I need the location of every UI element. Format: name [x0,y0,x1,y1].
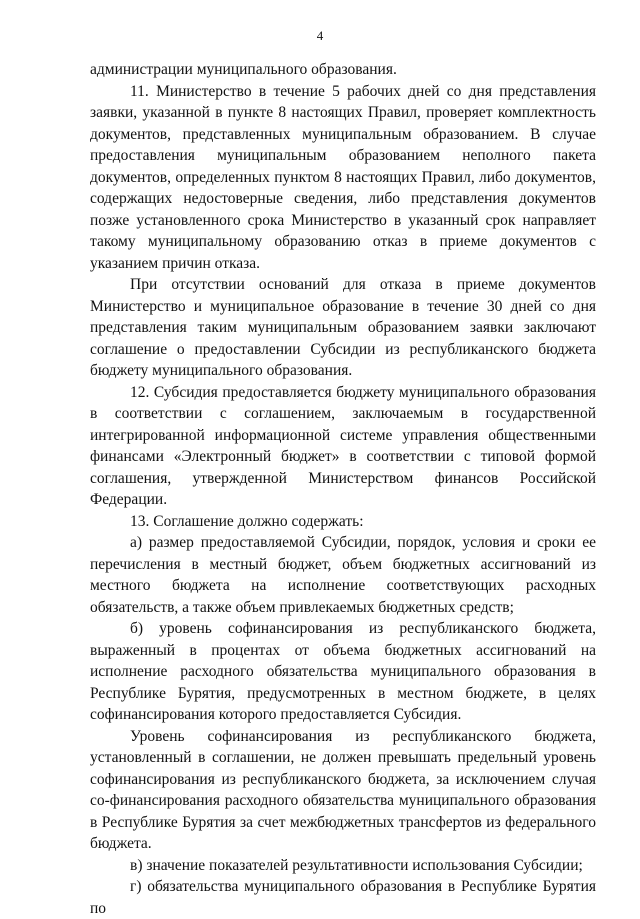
page-number: 4 [316,28,324,43]
paragraph: а) размер предоставляемой Субсидии, порядок, условия и сроки ее перечисления в местный бюджет, объем бюджетных ассигнований из местного бюджета на исполнение соответствующих расходных обязательств, а также объем привлекаемых бюджетных средств; [90,534,596,616]
paragraph: администрации муниципального образования. [90,61,397,78]
paragraph: Уровень софинансирования из республиканского бюджета, установленный в соглашении, не должен превышать предельный уровень софинансирования из республиканского бюджета, за исключением случая со-финансирования расходного обязательства муниципального образования в Республике Бурятия за счет межбюджетных трансфертов из федерального бюджета. [90,727,596,852]
paragraph: г) обязательства муниципального образования в Республике Бурятия по [90,878,596,917]
paragraph: 11. Министерство в течение 5 рабочих дней со дня представления заявки, указанной в пункте 8 настоящих Правил, проверяет комплектность документов, представленных муниципальным образованием. В случае предоставления муниципальным образованием неполного пакета документов, определенных пунктом 8 настоящих Правил, либо документов, содержащих недостоверные сведения, либо представления документов позже установленного срока Министерство в указанный срок направляет такому муниципальному образованию отказ в приеме документов с указанием причин отказа. [90,82,596,272]
paragraph: б) уровень софинансирования из республиканского бюджета, выраженный в процентах от объема бюджетных ассигнований на исполнение расходного обязательства муниципального образования в Республике Бурятия, предусмотренных в местном бюджете, в целях софинансирования которого предоставляется Субсидия. [90,620,596,723]
paragraph: При отсутствии оснований для отказа в приеме документов Министерство и муниципальное образование в течение 30 дней со дня представления таким муниципальным образованием заявки заключают соглашение о предоставлении Субсидии из республиканского бюджета бюджету муниципального образования. [90,276,596,379]
paragraph: в) значение показателей результативности использования Субсидии; [130,856,583,874]
paragraph: 12. Субсидия предоставляется бюджету муниципального образования в соответствии с соглашением, заключаемым в государственной интегрированной информационной системе управления общественными финансами «Электронный бюджет» в соответствии с типовой формой соглашения, утвержденной Министерством финансов Российской Федерации. [90,383,596,508]
document-body [90,59,596,919]
paragraph: 13. Соглашение должно содержать: [130,512,364,530]
